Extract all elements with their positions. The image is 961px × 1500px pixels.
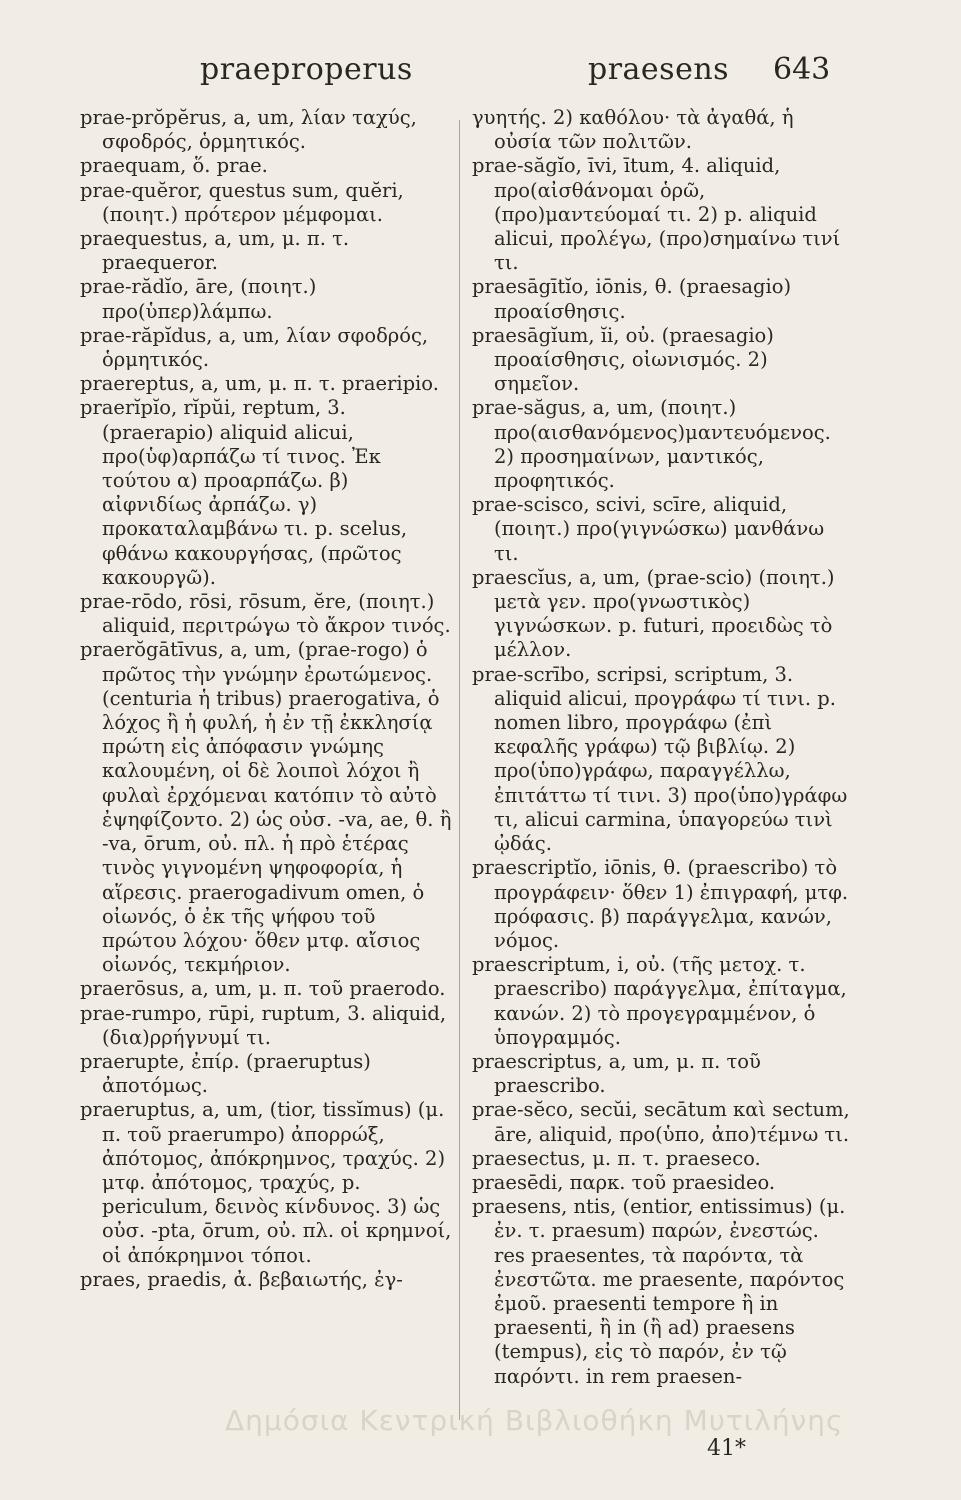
library-watermark: Δημόσια Κεντρική Βιβλιοθήκη Μυτιλήνης [225,1404,844,1437]
entry: praescriptus, a, um, μ. π. τοῦ praescribo. [472,1049,761,1098]
entry: γυητής. 2) καθόλου· τὰ ἀγαθά, ἡ οὐσία τῶν πολιτῶν. [472,106,794,154]
entry: prae-prŏpĕrus, a, um, λίαν ταχύς, σφοδρός, ὁρμητικός. [80,106,417,154]
entry: praerĭpĭo, rĭpŭi, reptum, 3. (praerapio) aliquid alicui, προ(ὑφ)αρπάζω τί τινος. Ἐκ τούτου α) προαρπάζω. β) αἰφνιδίως ἀρπάζω. γ) προκαταλαμβάνω τι. p. scelus, φθάνω κακουργήσας, (πρῶτος κακουργῶ). [80,396,408,589]
entry: prae-sĕco, secŭi, secātum καὶ sectum, āre, aliquid, προ(ὑπο, ἀπο)τέμνω τι. [472,1098,850,1146]
entry: praesens, ntis, (entior, entissimus) (μ. ἐν. τ. praesum) παρών, ἐνεστώς. res praesentes, τὰ παρόντα, τὰ ἐνεστῶτα. me praesente, παρόντος ἐμοῦ. praesenti tempore ἢ in praesenti, ἢ in (ἢ ad) praesens (tempus), εἰς τὸ παρόν, ἐν τῷ παρόντι. in rem praesen- [472,1195,846,1388]
entry: prae-scrībo, scripsi, scriptum, 3. aliquid alicui, προγράφω τί τινι. p. nomen libro, προγράφω (ἐπὶ κεφαλῆς γράφω) τῷ βιβλίῳ. 2) προ(ὑπο)γράφω, παραγγέλλω, ἐπιτάττω τί τινι. 3) προ(ὑπο)γράφω τι, alicui carmina, ὑπαγορεύω τινὶ ᾠδάς. [472,662,848,856]
entry: praeruptus, a, um, (tior, tissĭmus) (μ. π. τοῦ praerumpo) ἀπορρώξ, ἀπότομος, ἀπόκρημνος, τραχύς. 2) μτφ. ἀπότομος, τραχύς, p. periculum, δεινὸς κίνδυνος. 3) ὡς οὐσ. -pta, ōrum, οὐ. πλ. οἱ κρημνοί, οἱ ἀπόκρημνοι τόποι. [80,1098,452,1267]
entry: praerupte, ἐπίρ. (praeruptus) ἀποτόμως. [80,1049,371,1098]
entry: praescĭus, a, um, (prae-scio) (ποιητ.) μετὰ γεν. προ(γνωστικὸς) γιγνώσκων. p. futuri, προειδὼς τὸ μέλλον. [472,565,835,662]
entry: prae-rōdo, rōsi, rōsum, ĕre, (ποιητ.) aliquid, περιτρώγω τὸ ἄκρον τινός. [80,590,451,638]
left-column [80,106,452,1292]
entry: praesāgĭum, ĭi, οὐ. (praesagio) προαίσθησις, οἰωνισμός. 2) σημεῖον. [472,323,774,396]
column-divider [459,120,460,1420]
entry: praequestus, a, um, μ. π. τ. praequeror. [80,227,350,275]
entry: prae-răpĭdus, a, um, λίαν σφοδρός, ὁρμητικός. [80,323,429,372]
page-header [0,52,961,102]
entry: praesectus, μ. π. τ. praeseco. [472,1146,761,1170]
right-column [472,106,852,1389]
entry: praescriptum, i, οὐ. (τῆς μετοχ. τ. praescribo) παράγγελμα, ἐπίταγμα, κανών. 2) τὸ προγεγραμμένον, ὁ ὑπογραμμός. [472,953,847,1049]
signature-mark: 41* [707,1436,746,1461]
left-guide-word: praeproperus [200,52,413,87]
page-number: 643 [773,52,831,87]
entry: prae-săgus, a, um, (ποιητ.) προ(αισθανόμενος)μαντευόμενος. 2) προσημαίνων, μαντικός, προφητικός. [472,396,831,493]
entry: prae-scisco, scivi, scīre, aliquid, (ποιητ.) προ(γιγνώσκω) μανθάνω τι. [472,493,825,565]
entry: praequam, ὅ. prae. [80,154,268,178]
entry: praereptus, a, um, μ. π. τ. praeripio. [80,372,439,396]
entry: prae-rumpo, rūpi, ruptum, 3. aliquid, (δια)ρρήγνυμί τι. [80,1001,447,1049]
right-guide-word: praesens [588,52,730,87]
entry: praerŏgātīvus, a, um, (prae-rogo) ὁ πρῶτος τὴν γνώμην ἐρωτώμενος. (centuria ἡ tribus) praerogativa, ὁ λόχος ἢ ἡ φυλή, ἡ ἐν τῇ ἐκκλησίᾳ πρώτη εἰς ἀπόφασιν γνώμης καλουμένη, οἱ δὲ λοιποὶ λόχοι ἢ φυλαὶ ἐρχόμεναι κατόπιν τὸ αὐτὸ ἐψηφίζοντο. 2) ὡς οὐσ. -va, ae, θ. ἢ -va, ōrum, οὐ. πλ. ἡ πρὸ ἑτέρας τινὸς γιγνομένη ψηφοφορία, ἡ αἵρεσις. praerogadivum omen, ὁ οἰωνός, ὁ ἐκ τῆς ψήφου τοῦ πρώτου λόχου· ὅθεν μτφ. αἴσιος οἰωνός, τεκμήριον. [80,638,452,977]
entry: praesēdi, παρκ. τοῦ praesideo. [472,1170,776,1194]
entry: praerōsus, a, um, μ. π. τοῦ praerodo. [80,977,446,1001]
entry: praescriptĭo, iōnis, θ. (praescribo) τὸ προγράφειν· ὅθεν 1) ἐπιγραφή, μτφ. πρόφασις. β) παράγγελμα, κανών, νόμος. [472,856,849,952]
entry: praes, praedis, ἀ. βεβαιωτής, ἐγ- [80,1267,403,1291]
entry: prae-quĕror, questus sum, quĕri, (ποιητ.) πρότερον μέμφομαι. [80,178,404,226]
entry: praesāgītĭo, iōnis, θ. (praesagio) προαίσθησις. [472,275,792,323]
entry: prae-săgĭo, īvi, ītum, 4. aliquid, προ(αἰσθάνομαι ὁρῶ, (προ)μαντεύομαί τι. 2) p. aliquid alicui, προλέγω, (προ)σημαίνω τινί τι. [472,154,841,275]
entry: prae-rădĭo, āre, (ποιητ.) προ(ὑπερ)λάμπω. [80,275,317,323]
